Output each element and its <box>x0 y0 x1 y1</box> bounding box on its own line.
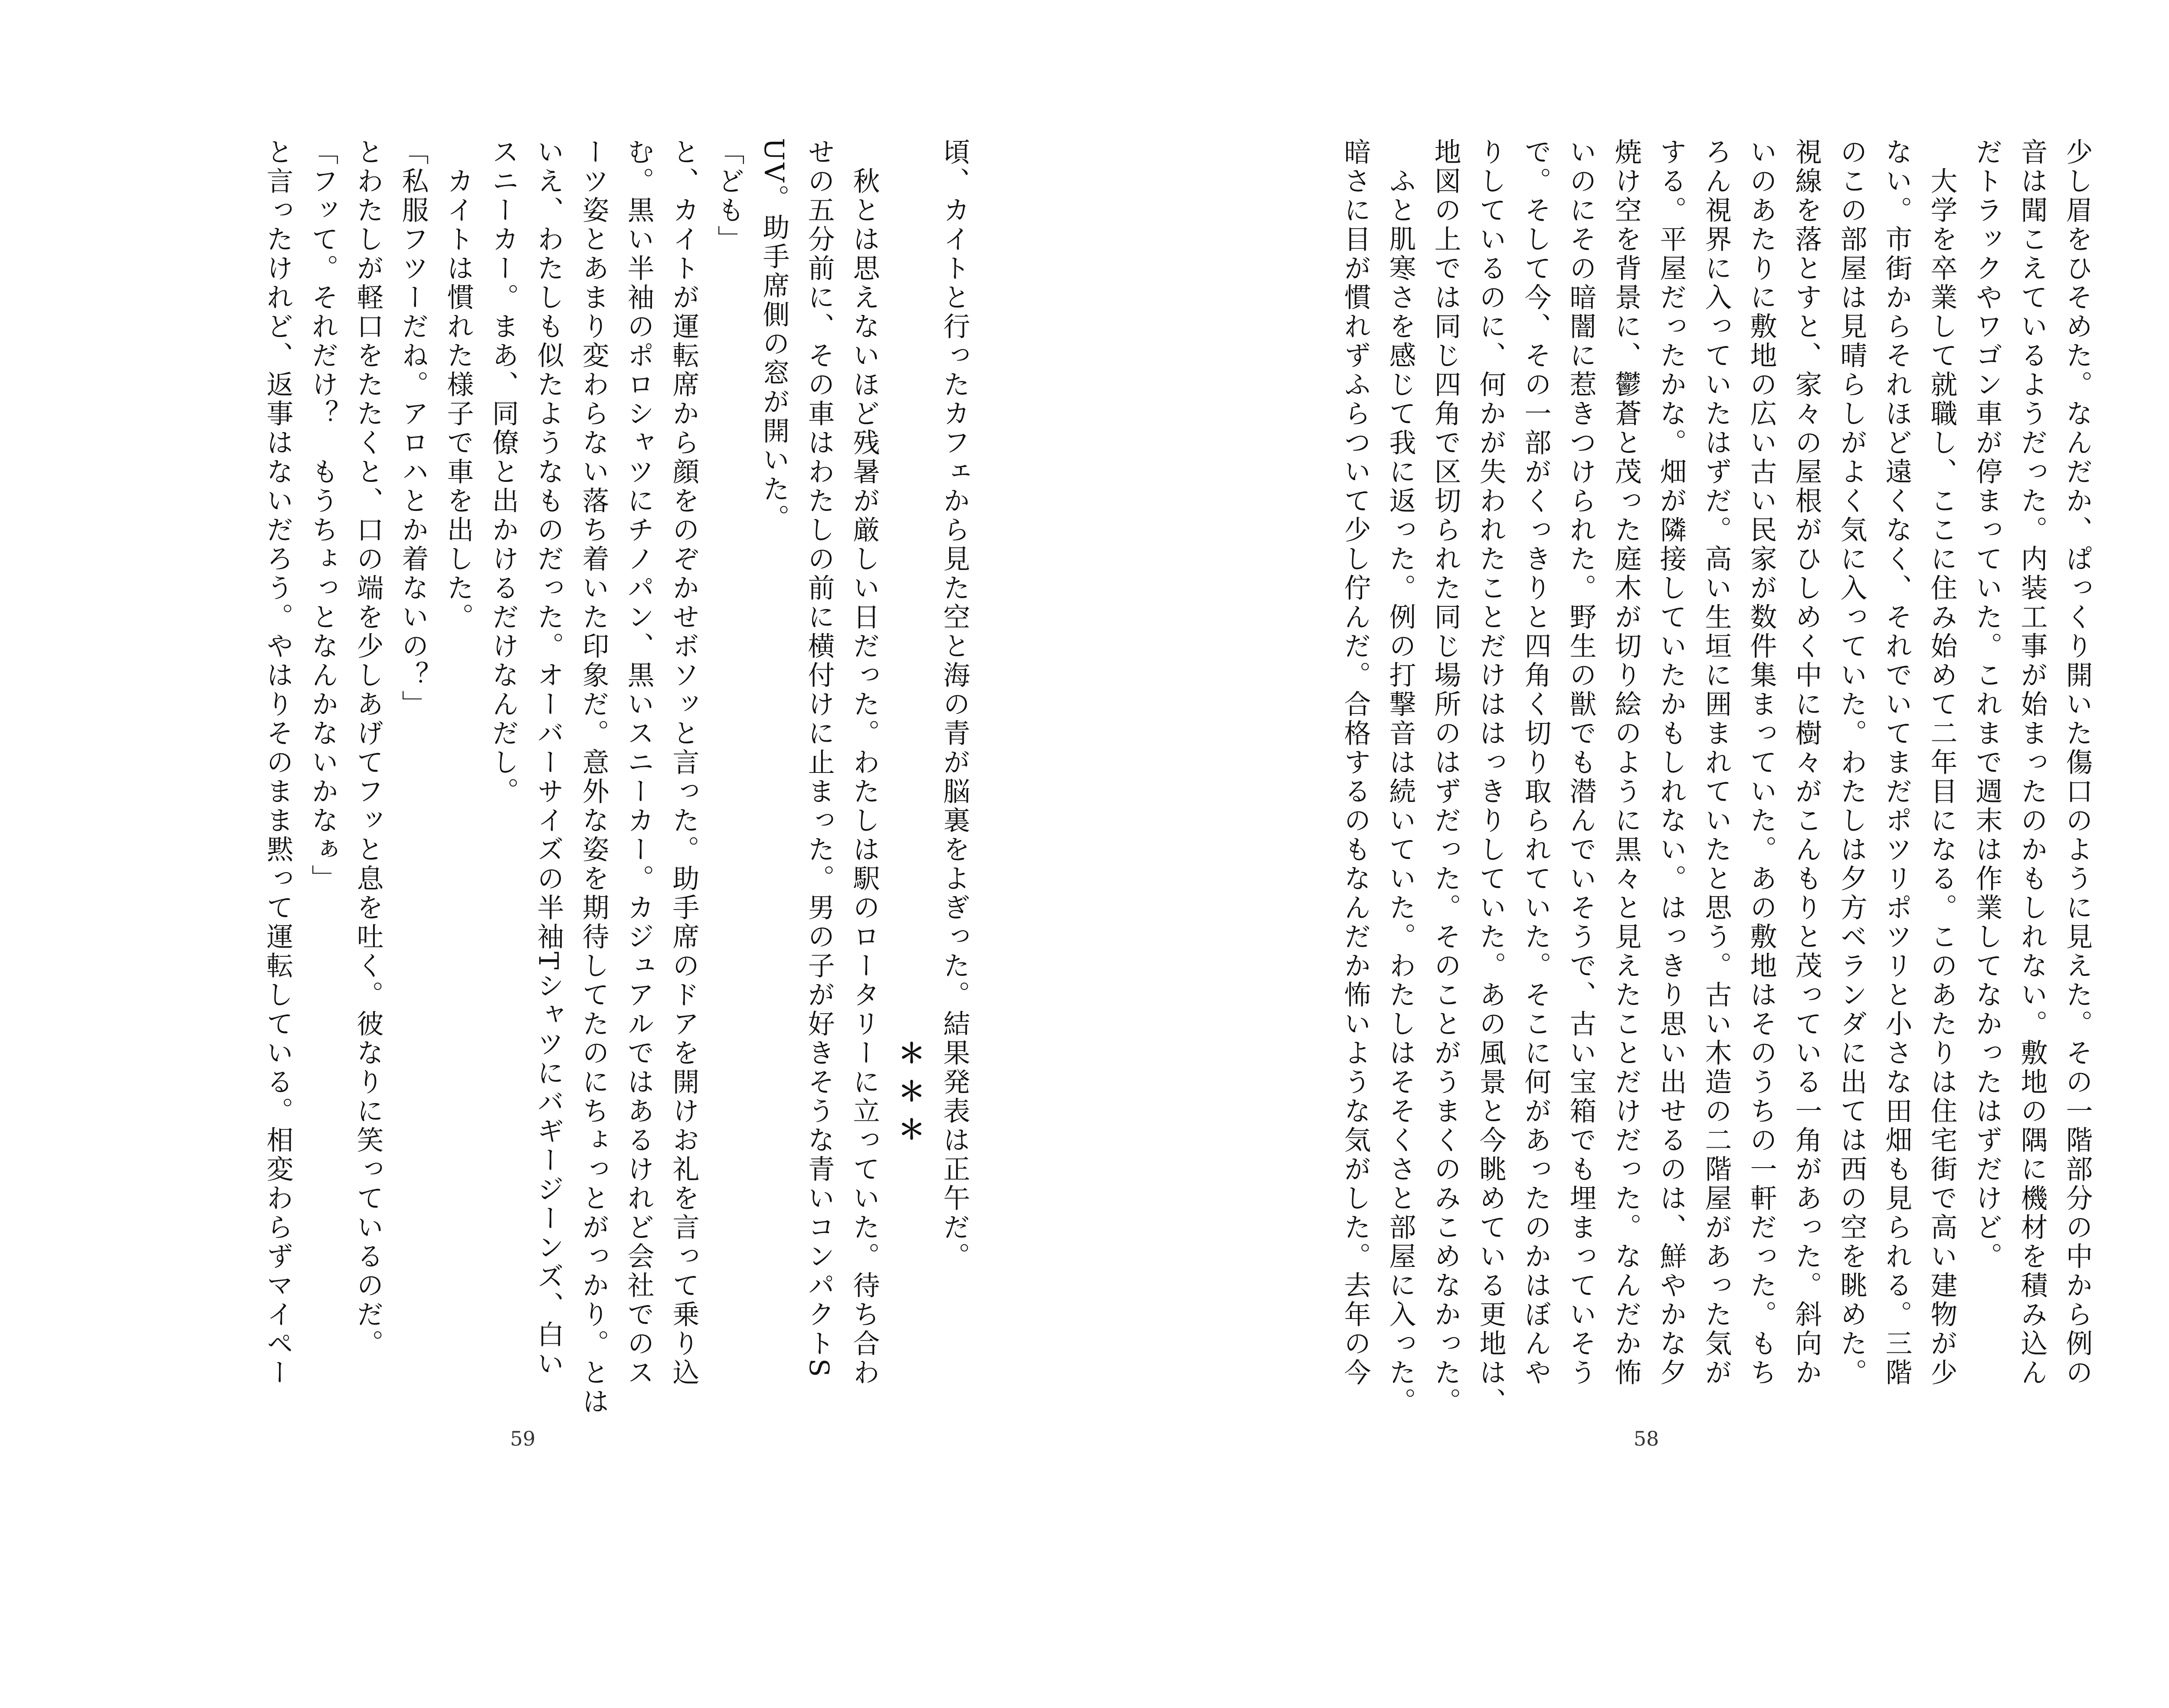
text-line: 視線を落とすと、家々の屋根がひしめく中に樹々がこんもりと茂っている一角があった。斜向か <box>1791 138 1822 1387</box>
text-line: で。そして今、その一部がくっきりと四角く切り取られていた。そこに何があったのかはぼんや <box>1520 138 1552 1387</box>
text-line: ーツ姿とあまり変わらない落ち着いた印象だ。意外な姿を期待してたのにちょっとがっかり。とは <box>578 138 609 1417</box>
text-line: 「私服フツーだね。アロハとか着ないの？」 <box>397 138 429 719</box>
text-line: カイトは慣れた様子で車を出した。 <box>442 138 474 632</box>
text-line: と、カイトが運転席から顔をのぞかせボソッと言った。助手席のドアを開けお礼を言って乗り込 <box>668 138 700 1387</box>
text-line: と言ったけれど、返事はないだろう。やはりそのまま黙って運転している。相変わらずマイペー <box>262 138 294 1387</box>
text-line: いのあたりに敷地の広い古い民家が数件集まっていた。あの敷地はそのうちの一軒だった。もち <box>1746 138 1777 1387</box>
page-left <box>0 0 1084 1542</box>
text-line: せの五分前に、その車はわたしの前に横付けに止まった。男の子が好きそうな青いコンパクトS <box>803 138 835 1379</box>
text-line: 音は聞こえているようだった。内装工事が始まったのかもしれない。敷地の隅に機材を積み込ん <box>2016 138 2048 1387</box>
text-line: りしているのに、何かが失われたことだけははっきりしていた。あの風景と今眺めている更地は、 <box>1475 138 1507 1417</box>
text-line: のこの部屋は見晴らしがよく気に入っていた。わたしは夕方ベランダに出ては西の空を眺めた。 <box>1836 138 1868 1387</box>
body-text-right <box>1333 138 2100 1417</box>
page-number: 59 <box>510 1427 536 1450</box>
text-line: ふと肌寒さを感じて我に返った。例の打撃音は続いていた。わたしはそそくさと部屋に入った。 <box>1385 138 1416 1417</box>
body-text-left <box>255 138 977 1417</box>
page-right <box>1084 0 2169 1542</box>
text-line: 「ども」 <box>713 138 745 254</box>
text-line: スニーカー。まあ、同僚と出かけるだけなんだし。 <box>488 138 519 806</box>
text-line: 焼け空を背景に、鬱蒼と茂った庭木が切り絵のように黒々と見えたことだけだった。なんだか怖 <box>1610 138 1642 1387</box>
text-line: 地図の上では同じ四角で区切られた同じ場所のはずだった。そのことがうまくのみこめなかった。 <box>1430 138 1461 1417</box>
page-number: 58 <box>1633 1427 1659 1450</box>
section-break: ＊＊＊ <box>894 1039 925 1154</box>
text-line: 少し眉をひそめた。なんだか、ぱっくり開いた傷口のように見えた。その一階部分の中から例の <box>2061 138 2093 1387</box>
text-line: 秋とは思えないほど残暑が厳しい日だった。わたしは駅のロータリーに立っていた。待ち合わ <box>849 138 880 1387</box>
text-line: 暗さに目が慣れずふらついて少し佇んだ。合格するのもなんだか怖いような気がした。去年の今 <box>1340 138 1371 1387</box>
text-line: 大学を卒業して就職し、ここに住み始めて二年目になる。このあたりは住宅街で高い建物が少 <box>1926 138 1958 1387</box>
text-line: 「フッて。それだけ？ もうちょっとなんかないかなぁ」 <box>307 138 339 893</box>
text-line: UV。助手席側の窓が開いた。 <box>758 138 790 533</box>
text-line: だトラックやワゴン車が停まっていた。これまで週末は作業してなかったはずだけど。 <box>1971 138 2003 1271</box>
text-line: 頃、カイトと行ったカフェから見た空と海の青が脳裏をよぎった。結果発表は正午だ。 <box>939 138 970 1271</box>
text-line: ない。市街からそれほど遠くなく、それでいてまだポツリポツリと小さな田畑も見られる。三階 <box>1881 138 1913 1387</box>
text-line: いえ、わたしも似たようなものだった。オーバーサイズの半袖Tシャツにバギージーンズ、白い <box>533 138 564 1379</box>
text-line: ろん視界に入っていたはずだ。高い生垣に囲まれていたと思う。古い木造の二階屋があった気が <box>1700 138 1732 1387</box>
text-line: いのにその暗闇に惹きつけられた。野生の獣でも潜んでいそうで、古い宝箱でも埋まっていそう <box>1565 138 1597 1387</box>
text-line: む。黒い半袖のポロシャツにチノパン、黒いスニーカー。カジュアルではあるけれど会社でのス <box>623 138 655 1387</box>
text-line: する。平屋だったかな。畑が隣接していたかもしれない。はっきり思い出せるのは、鮮やかな夕 <box>1655 138 1687 1387</box>
text-line: とわたしが軽口をたたくと、口の端を少しあげてフッと息を吐く。彼なりに笑っているのだ。 <box>352 138 384 1358</box>
